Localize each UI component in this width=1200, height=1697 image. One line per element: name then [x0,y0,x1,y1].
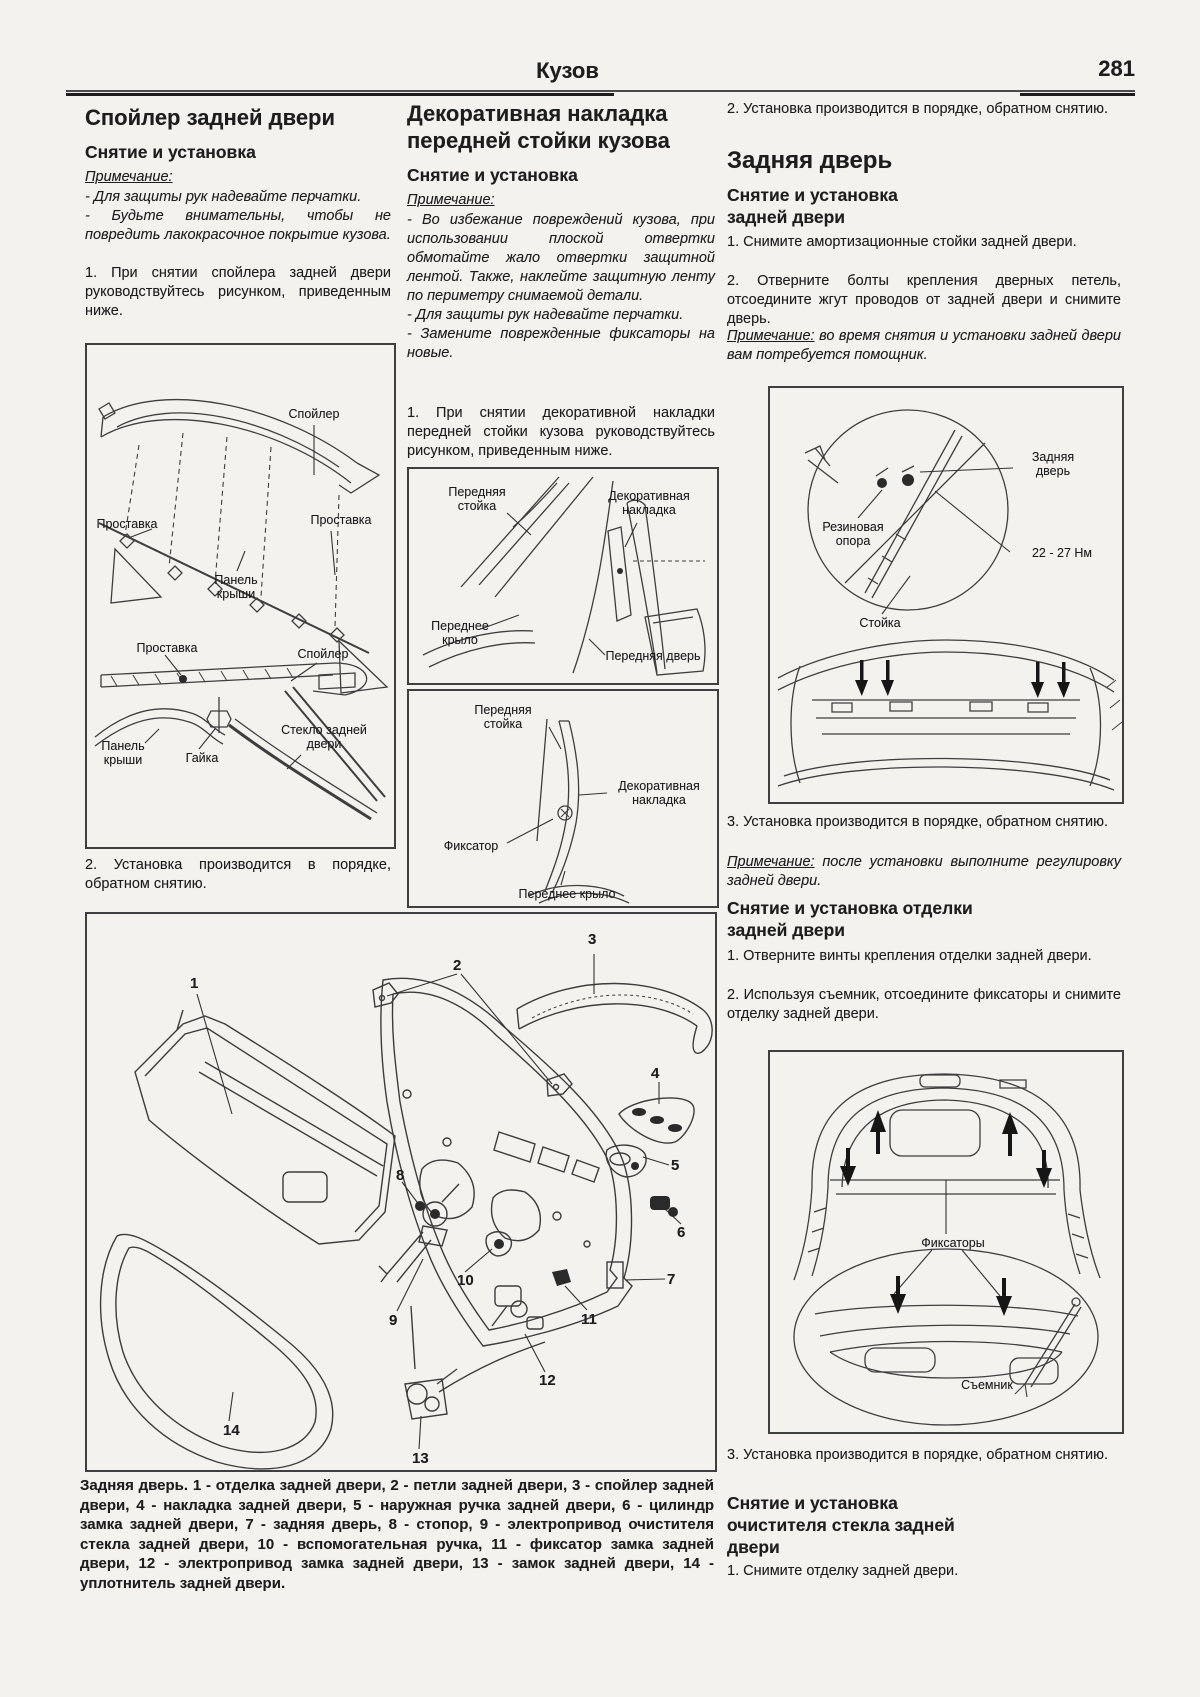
part-number: 3 [588,931,597,948]
col1-step2: 2. Установка производится в порядке, обратном снятию. [85,857,391,892]
pillar-trim-detail-figure [407,689,719,908]
col1-note-label: Примечание: [85,169,173,185]
note-item: - Для защиты рук надевайте перчатки. [407,307,684,323]
rear-door-strut-figure [768,386,1124,804]
col3-sub2 [727,897,1121,941]
subsection-title: Снятие и установка очистителя стекла задней двери [727,1493,955,1557]
col3-s3-step1: 1. Снимите отделку задней двери. [727,1563,959,1579]
subsection-title: Снятие и установка задней двери [727,185,898,227]
figure-caption: Задняя дверь. 1 - отделка задней двери, 2 - петли задней двери, 3 - спойлер задней двери, 4 - накладка задней двери, 5 - наружная ручка задней двери, 6 - цилиндр замка задней двери, 7 - задняя дверь, 8 - стопор, 9 - электропривод очистителя стекла задней двери, 10 - вспомогательная ручка, 11 - фиксатор замка задней двери, 12 - электропривод замка задней двери, 13 - замок задней двери, 14 - уплотнитель задней двери. [80,1477,714,1592]
note-label: Примечание: [727,328,815,344]
subsection-title: Снятие и установка [85,142,256,162]
figure-label: Задняя дверь [1031,450,1075,478]
col3-install-top: 2. Установка производится в порядке, обратном снятию. [727,101,1109,117]
col2-notes [407,211,715,363]
col3-s2-step2: 2. Используя съемник, отсоедините фиксаторы и снимите отделку задней двери. [727,987,1121,1022]
figure-label: Проставка [310,513,372,527]
note-item: - Для защиты рук надевайте перчатки. [85,189,362,205]
figure-label: Декоративная накладка [618,779,700,807]
col1-step1: 1. При снятии спойлера задней двери руководствуйтесь рисунком, приведенным ниже. [85,265,391,319]
col3-s2-step1: 1. Отверните винты крепления отделки задней двери. [727,948,1092,964]
note-item: - Во избежание повреждений кузова, при использовании плоской отвертки обмотайте жало отвертки защитной лентой. Также, наклейте защитную ленту по периметру снимаемой детали. [407,212,715,304]
figure-label: Стекло задней двери [281,723,367,751]
part-number: 11 [581,1311,597,1328]
col2-note-label: Примечание: [407,192,495,208]
part-number: 10 [457,1272,474,1289]
col3-s2-step3: 3. Установка производится в порядке, обратном снятию. [727,1447,1109,1463]
figure-label: Съемник [961,1378,1013,1392]
part-number: 9 [389,1312,398,1329]
col3-s1-note [727,327,1121,365]
figure-label: Декоративная накладка [608,489,690,517]
note-text: после установки выполните регулировку задней двери. [727,854,1121,889]
col2-subheading [407,164,715,186]
part-number: 1 [190,975,199,992]
figure-label: Спойлер [288,407,340,421]
col2-heading [407,100,715,154]
part-number: 7 [667,1271,676,1288]
note-text: во время снятия и установки задней двери вам потребуется помощник. [727,328,1121,363]
figure-label: 22 - 27 Нм [1031,546,1092,560]
subsection-title: Снятие и установка [407,165,578,185]
col3-heading [727,147,1121,174]
figure-label: Резиновая опора [822,520,884,548]
col3-sub3 [727,1492,1121,1558]
part-number: 13 [412,1450,429,1467]
col1-subheading [85,141,391,163]
pillar-trim-figure [407,467,719,685]
col3-s1-note2 [727,853,1121,891]
part-number: 8 [396,1167,405,1184]
page-title: Кузов [536,58,599,83]
col3-s1-step2: 2. Отверните болты крепления дверных петель, отсоедините жгут проводов от задней двери и снимите дверь. [727,273,1121,327]
part-number: 2 [453,957,462,974]
section-title: Декоративная накладка передней стойки кузова [407,101,670,153]
figure-label: Переднее крыло [431,619,489,647]
col2-step1: 1. При снятии декоративной накладки передней стойки кузова руководствуйтесь рисунком, приведенным ниже. [407,405,715,459]
spoiler-figure [85,343,396,849]
col3-sub1 [727,184,1121,228]
figure-label: Передняя стойка [448,485,506,513]
figure-label: Стойка [859,616,901,630]
trim-removal-figure [768,1050,1124,1434]
figure-label: Панель крыши [101,739,145,767]
part-number: 5 [671,1157,680,1174]
figure-label: Переднее крыло [518,887,616,901]
part-number: 4 [651,1065,660,1082]
part-number: 12 [539,1372,556,1389]
header-rule-bold-right [1020,93,1135,96]
figure-label: Гайка [185,751,219,765]
col1-heading [85,104,391,131]
subsection-title: Снятие и установка отделки задней двери [727,898,973,940]
part-number: 6 [677,1224,686,1241]
part-number: 14 [223,1422,240,1439]
note-item: - Замените поврежденные фиксаторы на новые. [407,326,715,361]
rear-door-exploded-drawing [87,914,715,1470]
figure-label: Проставка [136,641,198,655]
page-number: 281 [1098,56,1135,81]
figure-label: Фиксаторы [921,1236,985,1250]
section-title: Спойлер задней двери [85,105,336,130]
col3-s1-step3: 3. Установка производится в порядке, обратном снятию. [727,814,1109,830]
header-rule-bold [66,93,614,96]
figure-label: Спойлер [297,647,349,661]
note-item: - Будьте внимательны, чтобы не повредить лакокрасочное покрытие кузова. [85,208,391,243]
figure-label: Фиксатор [443,839,499,853]
note-label: Примечание: [727,854,815,870]
figure-label: Панель крыши [214,573,258,601]
rear-door-exploded-figure [85,912,717,1472]
header-rule [66,90,1135,92]
col1-notes [85,188,391,245]
section-title: Задняя дверь [727,147,893,174]
figure-label: Проставка [96,517,158,531]
col3-s1-step1: 1. Снимите амортизационные стойки задней двери. [727,234,1077,250]
figure-label: Передняя дверь [605,649,701,663]
figure-label: Передняя стойка [474,703,532,731]
